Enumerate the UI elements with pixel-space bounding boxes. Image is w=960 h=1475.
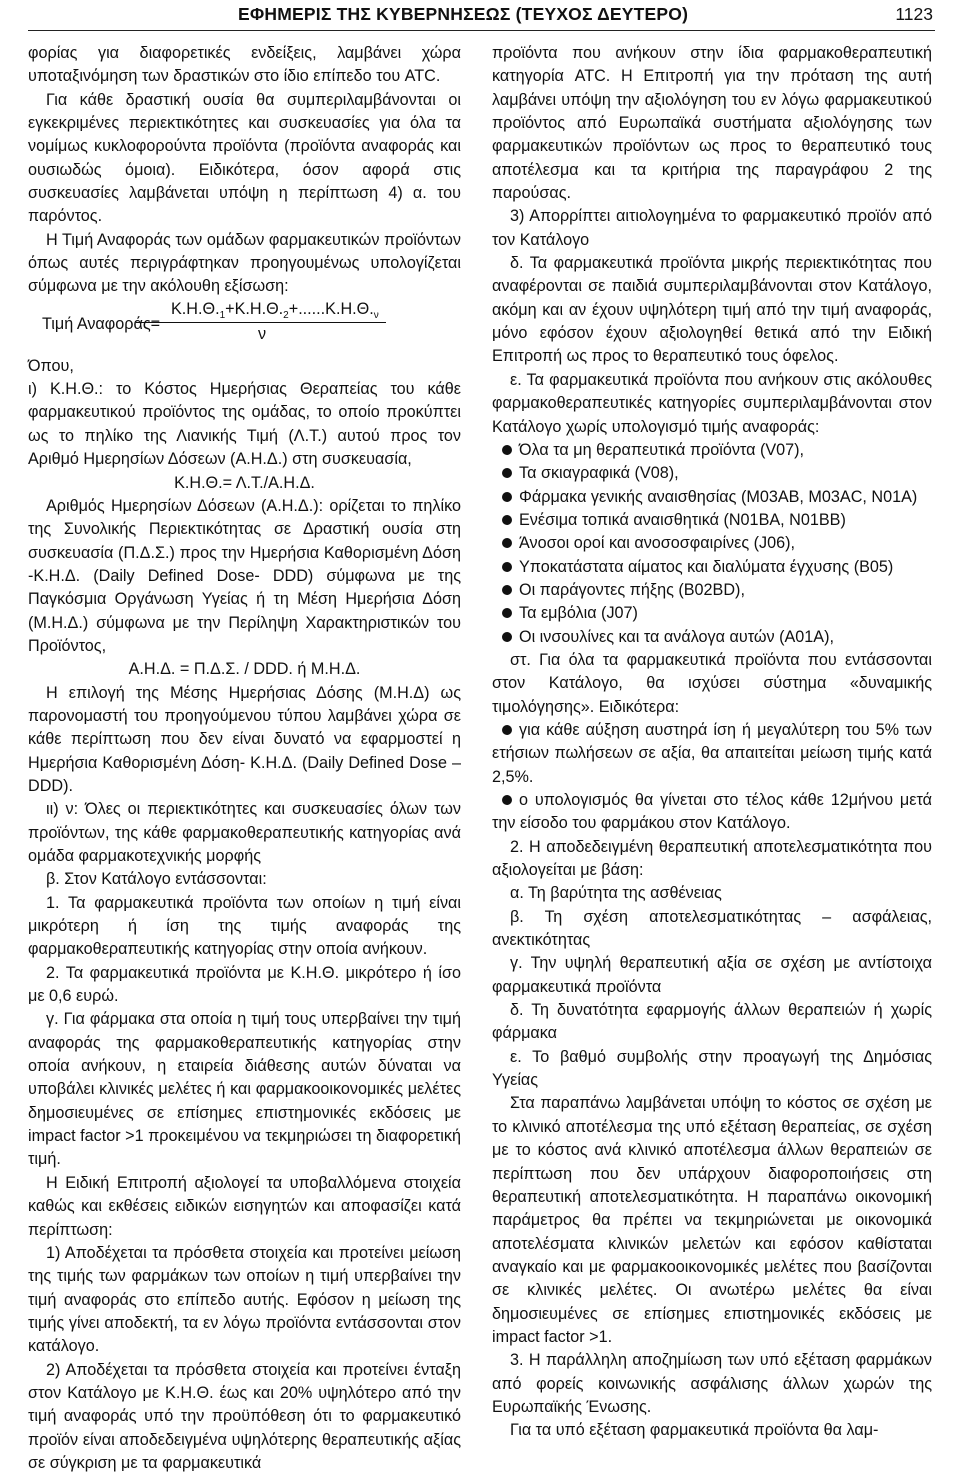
list-item: ο υπολογισμός θα γίνεται στο τέλος κάθε 12μήνου μετά την είσοδο του φαρμάκου στον Κατάλογο. (492, 791, 932, 833)
paragraph: δ. Τη δυνατότητα εφαρμογής άλλων θεραπειών ή χωρίς φάρμακα (492, 1001, 932, 1043)
paragraph: ε. Το βαθμό συμβολής στην προαγωγή της Δημόσιας Υγείας (492, 1047, 932, 1090)
bullet-icon (502, 725, 512, 735)
paragraph: ε. Τα φαρμακευτικά προϊόντα που ανήκουν στις ακόλουθες φαρμακοθεραπευτικές κατηγορίες συμπεριλαμβάνονται στον Κατάλογο χωρίς υπολογισμό τιμής αναφοράς: (492, 370, 932, 436)
equation: Α.Η.Δ. = Π.Δ.Σ. / DDD. ή Μ.Η.Δ. (128, 660, 361, 679)
paragraph: ι) Κ.Η.Θ.: το Κόστος Ημερήσιας Θεραπείας του κάθε φαρμακευτικού προϊόντος της ομάδας, το οποίο προκύπτει ως το πηλίκο της Λιανικής Τιμή (Λ.Τ.) αυτού προς τον Αριθμό Ημερησίων Δόσεων (Α.Η.Δ.) στη συσκευασία, (28, 380, 461, 469)
page-header (28, 0, 935, 31)
list-item: Φάρμακα γενικής αναισθησίας (M03AB, M03AC, N01A) (492, 486, 932, 509)
paragraph: 1. Τα φαρμακευτικά προϊόντα των οποίων η τιμή είναι μικρότερη ή ίση της τιμής αναφοράς της φαρμακοθεραπευτικής κατηγορίας στην οποία ανήκουν. (28, 893, 461, 959)
paragraph: β. Στον Κατάλογο εντάσσονται: (46, 870, 267, 889)
list-item: Όλα τα μη θεραπευτικά προϊόντα (V07), (492, 439, 932, 462)
paragraph: ιι) ν: Όλες οι περιεκτικότητες και συσκευασίες όλων των προϊόντων, της κάθε φαρμακοθεραπευτικής κατηγορίας ανά ομάδα φαρμακοτεχνικής μορφής (28, 800, 461, 865)
bullet-icon (502, 632, 512, 642)
list-item: Οι παράγοντες πήξης (B02BD), (492, 579, 932, 602)
list-item: Οι ινσουλίνες και τα ανάλογα αυτών (A01A), (492, 626, 932, 649)
paragraph: Η επιλογή της Μέσης Ημερήσιας Δόσης (Μ.Η.Δ) ως παρονομαστή του προηγούμενου τύπου λαμβάνει χώρα σε κάθε περίπτωση που δεν είναι δυνατό να εφαρμοστεί η Ημερήσια Καθορισμένη Δόση- Κ.Η.Δ. (Daily Defined Dose –DDD). (28, 683, 461, 795)
paragraph: Όπου, (28, 356, 74, 375)
bullet-icon (502, 538, 512, 548)
paragraph: φορίας για διαφορετικές ενδείξεις, λαμβάνει χώρα υποταξινόμηση των δραστικών στο ίδιο επίπεδο του ATC. (28, 44, 461, 86)
paragraph: προϊόντα που ανήκουν στην ίδια φαρμακοθεραπευτική κατηγορία ATC. Η Επιτροπή για την πρόταση της αυτή λαμβάνει υπόψη την αξιολόγηση του εν λόγω φαρμακευτικού προϊόντος από Ευρωπαϊκά συστήματα αξιολόγησης των φαρμακευτικών προϊόντων ως προς το θεραπευτικό τους αποτέλεσμα και τα κριτήρια της παραγράφου 2 της παρούσας. (492, 44, 932, 203)
paragraph: Η Τιμή Αναφοράς των ομάδων φαρμακευτικών προϊόντων όπως αυτές περιγράφτηκαν προηγουμένως υπολογίζεται σύμφωνα με την ακόλουθη εξίσωση: (28, 230, 461, 296)
paragraph: Η Ειδική Επιτροπή αξιολογεί τα υποβαλλόμενα στοιχεία καθώς και εκθέσεις ειδικών εισηγητών και αποφασίζει κατά περίπτωση: (28, 1173, 461, 1239)
paragraph: 3. Η παράλληλη αποζημίωση των υπό εξέταση φαρμάκων από φορείς κοινωνικής ασφάλισης άλλων χωρών της Ευρωπαϊκής Ένωσης. (492, 1351, 932, 1416)
list-item: Τα σκιαγραφικά (V08), (492, 462, 932, 485)
bullet-icon (502, 515, 512, 525)
paragraph: 2) Αποδέχεται τα πρόσθετα στοιχεία και προτείνει ένταξη στον Κατάλογο με Κ.Η.Θ. έως και 20% υψηλότερο από την τιμή αναφοράς υπό την προϋπόθεση ότι το φαρμακευτικό προϊόν είναι αποδεδειγμένα υψηλότερης θεραπευτικής αξίας σε σύγκριση με τα φαρμακευτικά (28, 1360, 461, 1472)
bullet-icon (502, 445, 512, 455)
list-item: Άνοσοι οροί και ανοσοσφαιρίνες (J06), (492, 532, 932, 555)
bullet-icon (502, 492, 512, 502)
gazette-title: ΕΦΗΜΕΡΙΣ ΤΗΣ ΚΥΒΕΡΝΗΣΕΩΣ (ΤΕΥΧΟΣ ΔΕΥΤΕΡΟ) (238, 4, 689, 24)
paragraph: δ. Τα φαρμακευτικά προϊόντα μικρής περιεκτικότητας που αναφέρονται σε παιδιά συμπεριλαμβάνονται στον Κατάλογο, ακόμη και αν έχουν υψηλότερη τιμή από την τιμή αναφοράς, μόνο εφόσον έχουν αξιολογηθεί θετικά από την Ειδική Επιτροπή ως προς το θεραπευτικό τους όφελος. (492, 254, 932, 366)
equation: Κ.Η.Θ.= Λ.Τ./Α.Η.Δ. (174, 473, 315, 492)
bullet-icon (502, 585, 512, 595)
list-item: Υποκατάστατα αίματος και διαλύματα έγχυσης (B05) (492, 556, 932, 579)
reference-price-formula (28, 299, 461, 355)
paragraph: β. Τη σχέση αποτελεσματικότητας – ασφάλειας, ανεκτικότητας (492, 907, 932, 950)
paragraph: στ. Για όλα τα φαρμακευτικά προϊόντα που εντάσσονται στον Κατάλογο, θα ισχύσει σύστημα «δυναμικής τιμολόγησης». Ειδικότερα: (492, 650, 932, 716)
list-item: για κάθε αύξηση αυστηρά ίση ή μεγαλύτερη του 5% των ετήσιων πωλήσεων σε αξία, θα απαιτείται μείωση τιμής κατά 2,5%. (492, 720, 932, 786)
paragraph: 3) Απορρίπτει αιτιολογημένα το φαρμακευτικό προϊόν από τον Κατάλογο (492, 207, 932, 249)
paragraph: 1) Αποδέχεται τα πρόσθετα στοιχεία και προτείνει μείωση της τιμής των φαρμάκων των οποίων η τιμή υπερβαίνει την τιμή αναφοράς στο επίπεδο αυτής. Εφόσον η μείωση της τιμής γίνει αποδεκτή, τα εν λόγω προϊόντα εντάσσονται στον κατάλογο. (28, 1243, 461, 1356)
left-column (28, 42, 461, 1475)
list-item: Τα εμβόλια (J07) (492, 602, 932, 625)
paragraph: Για τα υπό εξέταση φαρμακευτικά προϊόντα θα λαμ- (510, 1421, 879, 1440)
paragraph: 2. Τα φαρμακευτικά προϊόντα με Κ.Η.Θ. μικρότερο ή ίσο με 0,6 ευρώ. (28, 963, 461, 1006)
formula-denominator: ν (258, 324, 267, 343)
formula-numerator: $K.H.\Theta._1+K.H.\Theta._2+......K.H.\Theta._\nu$ (171, 299, 379, 322)
paragraph: Στα παραπάνω λαμβάνεται υπόψη το κόστος σε σχέση με το κλινικό αποτέλεσμα της υπό εξέταση θεραπείας, σε σχέση με το κόστος ανά κλινικό αποτέλεσμα άλλων θεραπειών σε περίπτωση που δεν υπάρχουν διαφορoποιήσεις στη θεραπευτική αποτελεσματικότητα. Η παραπάνω οικονομική παράμετρος θα πρέπει να τεκμηριώνεται με οικονομικά αποτελέσματα κλινικών μελετών και εφόσον καθίσταται αναγκαίο και με φαρμακοοικονομικές μελέτες που βασίζονται σε κλινικές μελέτες. Οι ανωτέρω μελέτες θα είναι δημοσιευμένες σε επίσημες επιστημονικές εκδόσεις με impact factor >1. (492, 1094, 932, 1346)
paragraph: γ. Για φάρμακα στα οποία η τιμή τους υπερβαίνει την τιμή αναφοράς της φαρμακοθεραπευτικής κατηγορίας στην οποία ανήκουν, η εταιρεία διάθεσης αυτών δύναται να υποβάλει κλινικές μελέτες ή και φαρμακοοικονομικές μελέτες δημοσιευμένες σε επίσημες επιστημονικές εκδόσεις με impact factor >1 προκειμένου να τεκμηριώσει τη διαφορετική τιμή. (28, 1010, 461, 1169)
bullet-icon (502, 795, 512, 805)
paragraph: Για κάθε δραστική ουσία θα συμπεριλαμβάνονται οι εγκεκριμένες περιεκτικότητες και συσκευασίες για όλα τα νομίμως κυκλοφορούντα προϊόντα (προϊόντα αναφοράς και ουσιωδώς όμοια). Ειδικότερα, όσον αφορά στις συσκευασίες λαμβάνεται υπόψη η περίπτωση 4) α. του παρόντος. (28, 90, 461, 226)
page-number: 1123 (895, 4, 933, 24)
paragraph: Αριθμός Ημερησίων Δόσεων (Α.Η.Δ.): ορίζεται το πηλίκο της Συνολικής Περιεκτικότητας σε Δραστική ουσία στη συσκευασία (Π.Δ.Σ.) προς την Ημερήσια Καθορισμένη Δόση -Κ.Η.Δ. (Daily Defined Dose- DDD) σύμφωνα με της Παγκόσμια Οργάνωση Υγείας ή τη Μέση Ημερήσια Δόση (Μ.Η.Δ.) σύμφωνα με την Περίληψη Χαρακτηριστικών του Προϊόντος, (28, 496, 461, 655)
right-column (492, 42, 932, 1443)
paragraph: 2. Η αποδεδειγμένη θεραπευτική αποτελεσματικότητα που αξιολογείται με βάση: (492, 837, 932, 880)
bullet-icon (502, 562, 512, 572)
formula-lhs: Τιμή Αναφοράς= (42, 314, 161, 333)
bullet-icon (502, 608, 512, 618)
bullet-icon (502, 468, 512, 478)
paragraph: γ. Την υψηλή θεραπευτική αξία σε σχέση με αντίστοιχα φαρμακευτικά προϊόντα (492, 954, 932, 996)
paragraph: α. Τη βαρύτητα της ασθένειας (510, 884, 722, 903)
list-item: Ενέσιμα τοπικά αναισθητικά (N01BA, N01BB) (492, 509, 932, 532)
